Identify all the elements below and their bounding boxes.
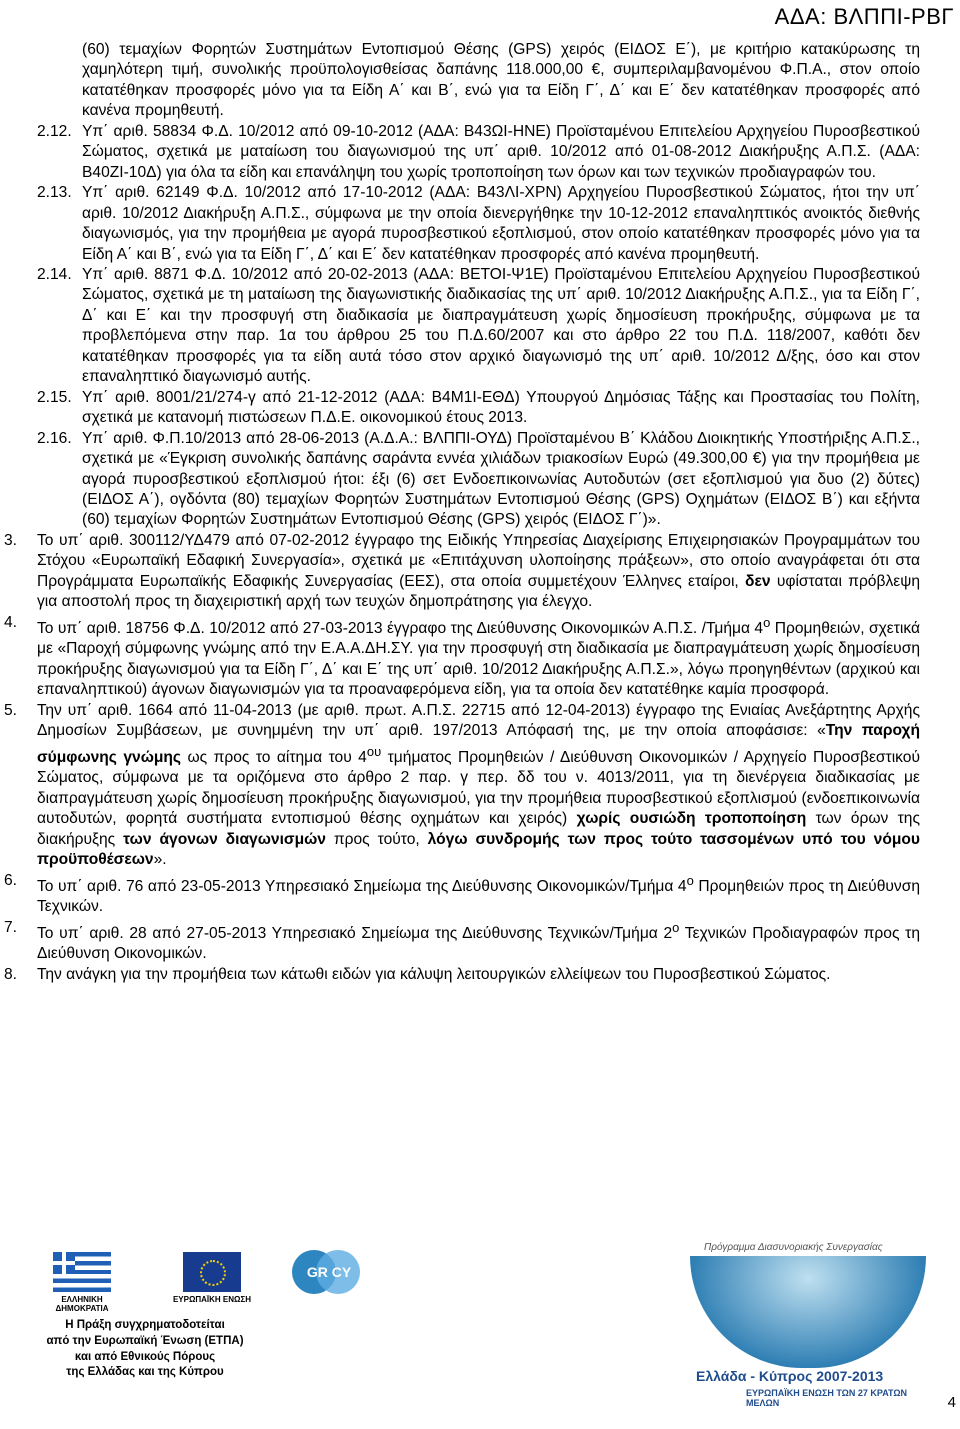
paragraph (0, 531, 960, 613)
paragraph-number: 2.15. (37, 388, 72, 406)
paragraph (0, 183, 960, 265)
paragraph-text: Το υπ΄ αριθ. 18756 Φ.Δ. 10/2012 από 27-03-2013 έγγραφο της Διεύθυνσης Οικονομικών Α.Π.Σ. /Τμήμα $4^o$ Προμηθειών, σχετικά με «Παροχή σύμφωνης γνώμης από την Ε.Α.Α.ΔΗ.ΣΥ. για την προσφυγή στη διαδικασία με διαπραγμάτευση χωρίς δημοσίευση προκήρυξης διαγωνισμού για τα Είδη Γ΄, Δ΄ και Ε΄ της υπ΄ αριθ. 10/2012 Διακήρυξης Α.Π.Σ.», λόγω προηγηθέντων (αρχικού και επαναληπτικού) άγονων διαγωνισμών για τα προαναφερόμενα είδη, για τα οποία δεν κατατέθηκε καμία προσφορά. (37, 614, 920, 699)
paragraph-number: 7. (4, 918, 18, 936)
greek-republic-logo (42, 1252, 122, 1313)
document-body (0, 40, 960, 985)
paragraph (0, 429, 960, 531)
programme-name: Ελλάδα - Κύπρος 2007-2013 (696, 1368, 884, 1384)
paragraph-text: Υπ΄ αριθ. Φ.Π.10/2013 από 28-06-2013 (Α.Δ.Α.: ΒΛΠΠΙ-ΟΥΔ) Προϊσταμένου Β΄ Κλάδου Διοικητικής Υποστήριξης Α.Π.Σ., σχετικά με «Έγκριση συνολικής δαπάνης σαράντα εννέα χιλιάδων τριακοσίων Ευρώ (49.300,00 €) για την προμήθεια με αγορά πυροσβεστικού εξοπλισμού ήτοι: έξι (6) σετ Ενδοεπικοινωνίας Αυτοδυτών (σετ εξοπλισμού για δυο (2) δύτες) (ΕΙΔΟΣ Α΄), ογδόντα (80) τεμαχίων Φορητών Συστημάτων Εντοπισμού Θέσης (GPS) Οχημάτων (ΕΙΔΟΣ Β΄) και εξήντα (60) τεμαχίων Φορητών Συστημάτων Εντοπισμού Θέσης (GPS) χειρός (ΕΙΔΟΣ Γ΄)». (82, 429, 920, 529)
paragraph-number: 2.16. (37, 429, 72, 447)
footer-logos (0, 1240, 960, 1429)
paragraph (0, 918, 960, 965)
greek-republic-caption: ΕΛΛΗΝΙΚΗ ΔΗΜΟΚΡΑΤΙΑ (55, 1295, 109, 1313)
paragraph (0, 265, 960, 388)
eu-flag-icon (183, 1252, 241, 1292)
ada-header: ΑΔΑ: ΒΛΠΠΙ-ΡΒΓ (774, 4, 954, 29)
paragraph-number: 5. (4, 701, 18, 719)
paragraph-text: Το υπ΄ αριθ. 76 από 23-05-2013 Υπηρεσιακό Σημείωμα της Διεύθυνσης Οικονομικών/Τμήμα $4^o$ Προμηθειών προς τη Διεύθυνση Τεχνικών. (37, 872, 920, 916)
grcy-text: GR CY (306, 1264, 352, 1280)
paragraph (0, 701, 960, 871)
funding-note-line: της Ελλάδας και της Κύπρου (66, 1366, 224, 1379)
programme-title: Πρόγραμμα Διασυνοριακής Συνεργασίας (704, 1242, 883, 1253)
paragraph-text: Υπ΄ αριθ. 62149 Φ.Δ. 10/2012 από 17-10-2012 (ΑΔΑ: Β43ΛΙ-ΧΡΝ) Αρχηγείου Πυροσβεστικού Σώματος, ήτοι την υπ΄ αριθ. 10/2012 Διακήρυξη Α.Π.Σ., σύμφωνα με την οποία διενεργήθηκε την 10-12-2012 επαναληπτικός ανοικτός διεθνής διαγωνισμός, για την προμήθεια με αγορά πυροσβεστικού εξοπλισμού, στον οποίο κατατέθηκαν προσφορές μόνο για τα Είδη Α΄ και Β΄, ενώ για τα Είδη Γ΄, Δ΄ και Ε΄ δεν κατατέθηκαν προσφορές από κανένα προμηθευτή. (82, 184, 920, 263)
funding-note-line: και από Εθνικούς Πόρους (74, 1350, 216, 1363)
paragraph-number: 2.14. (37, 265, 72, 283)
greek-flag-icon (53, 1252, 111, 1292)
paragraph-text: Το υπ΄ αριθ. 300112/ΥΔ479 από 07-02-2012 έγγραφο της Ειδικής Υπηρεσίας Διαχείρισης Επιχειρησιακών Προγραμμάτων του Στόχου «Ευρωπαϊκή Εδαφική Συνεργασία», σχετικά με «Επιτάχυνση υλοποίησης πράξεων», στο οποίο αναγράφεται ότι στα Προγράμματα Ευρωπαϊκής Εδαφικής Συνεργασίας (ΕΕΣ), στα οποία συμμετέχουν Έλληνες εταίροι, δεν υφίσταται πρόβλεψη για αποστολή προς τη διαχειριστική αρχή των τευχών δημοπράτησης για έλεγχο. (37, 531, 920, 611)
programme-subtitle: ΕΥΡΩΠΑΪΚΗ ΕΝΩΣΗ ΤΩΝ 27 ΚΡΑΤΩΝ ΜΕΛΩΝ (746, 1388, 908, 1408)
grcy-logo (288, 1242, 370, 1304)
paragraph-text: Το υπ΄ αριθ. 28 από 27-05-2013 Υπηρεσιακό Σημείωμα της Διεύθυνσης Τεχνικών/Τμήμα $2^o$ Τεχνικών Προδιαγραφών προς τη Διεύθυνση Οικονομικών. (37, 919, 920, 963)
paragraph (0, 871, 960, 918)
paragraph-number: 8. (4, 965, 18, 983)
paragraph-text: (60) τεμαχίων Φορητών Συστημάτων Εντοπισμού Θέσης (GPS) χειρός (ΕΙΔΟΣ Ε΄), με κριτήριο κατακύρωσης τη χαμηλότερη τιμή, συνολικής προϋπολογισθείσας δαπάνης 118.000,00 €, συμπεριλαμβανομένου Φ.Π.Α., στον οποίο κατατέθηκαν προσφορές μόνο για τα Είδη Α΄ και Β΄, ενώ για τα Είδη Γ΄, Δ΄ και Ε΄ δεν κατατέθηκαν προσφορές από κανένα προμηθευτή. (82, 41, 920, 120)
paragraph-number: 4. (4, 613, 18, 631)
funding-note (40, 1318, 250, 1381)
funding-note-line: από την Ευρωπαϊκή Ένωση (ΕΤΠΑ) (46, 1334, 244, 1347)
programme-logo (690, 1242, 940, 1422)
programme-wave-icon (690, 1256, 926, 1368)
funding-note-line: Η Πράξη συγχρηματοδοτείται (65, 1319, 225, 1331)
paragraph (0, 965, 960, 985)
paragraph-text: Υπ΄ αριθ. 8871 Φ.Δ. 10/2012 από 20-02-2013 (ΑΔΑ: ΒΕΤΟΙ-Ψ1Ε) Προϊσταμένου Επιτελείου Αρχηγείου Πυροσβεστικού Σώματος, σχετικά με τη ματαίωση της διαγωνιστικής διαδικασίας της υπ΄ αριθ. 10/2012 Διακήρυξης Α.Π.Σ., για τα Είδη Γ΄, Δ΄ και Ε΄ και την προσφυγή στη διαδικασία με διαπραγμάτευση χωρίς δημοσίευση προκήρυξης, σύμφωνα με τα προβλεπόμενα στην παρ. 1α του άρθρου 25 του Π.Δ.60/2007 και στο άρθρο 22 του Π.Δ. 118/2007, καθότι δεν κατατέθηκαν προσφορές για τα είδη αυτά τόσο στον αρχικό διαγωνισμό της υπ΄ αριθ. 10/2012 Δ/ξης, όσο και στον επαναληπτικό διαγωνισμό αυτής. (82, 265, 920, 386)
eu-caption: ΕΥΡΩΠΑΪΚΗ ΕΝΩΣΗ (172, 1295, 252, 1304)
paragraph (0, 613, 960, 701)
eu-logo (172, 1252, 252, 1304)
page-number: 4 (947, 1394, 956, 1411)
paragraph (0, 40, 960, 122)
paragraph-number: 2.12. (37, 122, 72, 140)
paragraph-text: Υπ΄ αριθ. 58834 Φ.Δ. 10/2012 από 09-10-2012 (ΑΔΑ: Β43ΩΙ-ΗΝΕ) Προϊσταμένου Επιτελείου Αρχηγείου Πυροσβεστικού Σώματος, σχετικά με ματαίωση του διαγωνισμού της υπ΄ αριθ. 10/2012 από 01-08-2012 Διακήρυξης Α.Π.Σ. (ΑΔΑ: Β40ΖΙ-10Δ) για όλα τα είδη και επανάληψη του χωρίς τροποποίηση των όρων και των τεχνικών προδιαγραφών του. (82, 122, 920, 181)
paragraph-number: 2.13. (37, 184, 72, 202)
paragraph-number: 3. (4, 531, 18, 549)
paragraph-text: Υπ΄ αριθ. 8001/21/274-γ από 21-12-2012 (ΑΔΑ: Β4Μ1Ι-ΕΘΔ) Υπουργού Δημόσιας Τάξης και Προστασίας του Πολίτη, σχετικά με κατανομή πιστώσεων Π.Δ.Ε. οικονομικού έτους 2013. (82, 388, 920, 427)
paragraph (0, 388, 960, 429)
paragraph-text: Την ανάγκη για την προμήθεια των κάτωθι ειδών για κάλυψη λειτουργικών ελλείψεων του Πυροσβεστικού Σώματος. (37, 965, 831, 983)
paragraph (0, 122, 960, 183)
paragraph-number: 6. (4, 871, 18, 889)
paragraph-text: Την υπ΄ αριθ. 1664 από 11-04-2013 (με αριθ. πρωτ. Α.Π.Σ. 22715 από 12-04-2013) έγγραφο της Ενιαίας Ανεξάρτητης Αρχής Δημοσίων Συμβάσεων, με συνημμένη την υπ΄ αριθ. 197/2013 Απόφασή της, με την οποία αποφάσισε: «Την παροχή σύμφωνης γνώμης ως προς το αίτημα του $4^{o\upsilon}$ τμήματος Προμηθειών / Διεύθυνση Οικονομικών / Αρχηγείο Πυροσβεστικού Σώματος, σύμφωνα με τα οριζόμενα στο άρθρο 2 παρ. γ περ. δδ του ν. 4013/2011, για τη διενέργεια διαδικασίας με διαπραγμάτευση χωρίς δημοσίευση προκήρυξης διαγωνισμού, για την προμήθεια πυροσβεστικού εξοπλισμού (ενδοεπικοινωνία αυτοδυτών, φορητά συστήματα εντοπισμού θέσης οχημάτων και χειρός) χωρίς ουσιώδη τροποποίηση των όρων της διακήρυξης των άγονων διαγωνισμών προς τούτο, λόγω συνδρομής των προς τούτο τασσομένων υπό του νόμου προϋποθέσεων». (37, 701, 921, 869)
